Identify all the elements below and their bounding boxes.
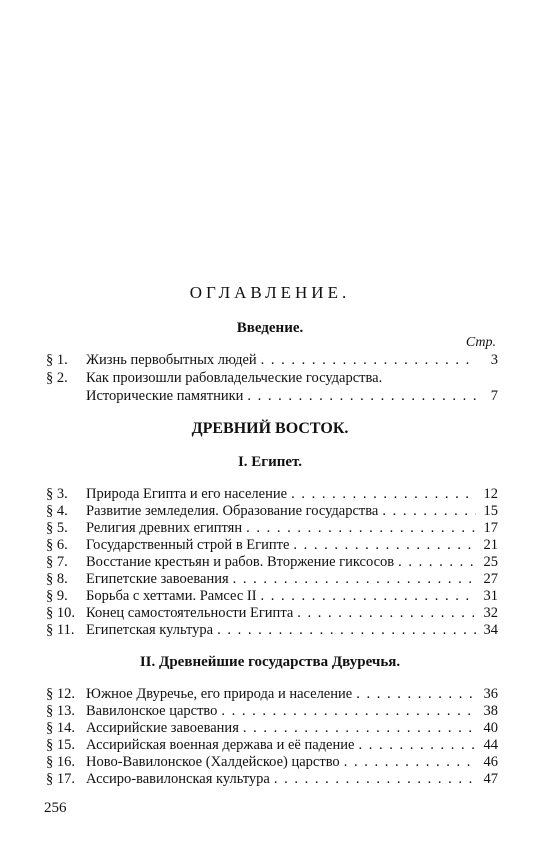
section-title: Южное Двуречье, его природа и население [86,686,353,702]
section-title: Как произошли рабовладельческие государства. [86,370,383,386]
section-number: § 3. [46,486,68,502]
section-title: Жизнь первобытных людей [86,352,257,368]
section-number: § 13. [46,703,75,719]
page-ref: 32 [483,605,498,621]
page-ref: 47 [483,771,498,787]
page-ref: 31 [483,588,498,604]
intro-heading: Введение. [236,320,304,336]
section-number: § 15. [46,737,75,753]
page-ref: 15 [483,503,498,519]
dot-leader [356,686,476,703]
dot-leader [247,388,476,405]
page-ref: 46 [483,754,498,770]
section-title: Ново-Вавилонское (Халдейское) царство [86,754,340,770]
toc-entry [46,486,498,503]
page-ref: 34 [483,622,498,638]
section-number: § 10. [46,605,75,621]
dot-leader [358,737,476,754]
section-title: Ассирийские завоевания [86,720,239,736]
page-ref: 3 [490,352,498,368]
toc-entry [46,737,498,754]
toc-entry [46,754,498,771]
page-column-label: Стр. [465,335,496,350]
section-title: Египетские завоевания [86,571,229,587]
section-number: § 17. [46,771,75,787]
section-number: § 4. [46,503,68,519]
section-title: Восстание крестьян и рабов. Вторжение гиксосов [86,554,395,570]
page-ref: 27 [483,571,498,587]
section-number: § 12. [46,686,75,702]
toc-entry [46,537,498,554]
section-title-continuation: Исторические памятники [86,388,244,404]
toc-entry [46,588,498,605]
dot-leader [246,520,476,537]
part-heading: ДРЕВНИЙ ВОСТОК. [191,420,349,437]
section-title: Вавилонское царство [86,703,218,719]
section-number: § 7. [46,554,68,570]
dot-leader [233,571,476,588]
dot-leader [274,771,476,788]
dot-leader [261,352,476,369]
dot-leader [398,554,476,571]
dot-leader [297,605,476,622]
section-title: Ассиро-вавилонская культура [86,771,270,787]
toc-entry [46,622,498,639]
page-ref: 38 [483,703,498,719]
section-number: § 16. [46,754,75,770]
toc-entry [46,605,498,622]
chapter-heading: I. Египет. [237,454,303,470]
section-title: Ассирийская военная держава и её падение [86,737,355,753]
toc-entry [46,554,498,571]
dot-leader [261,588,476,605]
section-title: Религия древних египтян [86,520,243,536]
toc-entry [46,703,498,720]
toc-title: ОГЛАВЛЕНИЕ. [189,283,351,302]
toc-entry [46,520,498,537]
toc-entry [46,370,498,405]
dot-leader [344,754,476,771]
section-title: Государственный строй в Египте [86,537,290,553]
toc-entry [46,720,498,737]
section-number: § 1. [46,352,68,368]
page-ref: 36 [483,686,498,702]
page-ref: 12 [483,486,498,502]
section-number: § 6. [46,537,68,553]
page-ref: 17 [483,520,498,536]
page-ref: 21 [483,537,498,553]
dot-leader [293,537,476,554]
dot-leader [382,503,476,520]
section-number: § 14. [46,720,75,736]
toc-entry [46,571,498,588]
page-ref: 44 [483,737,498,753]
page-number: 256 [44,800,67,816]
section-number: § 2. [46,370,68,386]
page-ref: 7 [490,388,498,404]
section-title: Борьба с хеттами. Рамсес II [86,588,257,604]
page-ref: 40 [483,720,498,736]
section-number: § 5. [46,520,68,536]
section-title: Египетская культура [86,622,214,638]
toc-entry [46,686,498,703]
section-number: § 8. [46,571,68,587]
section-title: Природа Египта и его население [86,486,288,502]
toc-entry [46,771,498,788]
section-title: Конец самостоятельности Египта [86,605,294,621]
section-title: Развитие земледелия. Образование государства [86,503,379,519]
section-number: § 9. [46,588,68,604]
page-ref: 25 [483,554,498,570]
dot-leader [217,622,476,639]
dot-leader [291,486,476,503]
toc-entry [46,352,498,369]
dot-leader [221,703,476,720]
chapter-heading: II. Древнейшие государства Двуречья. [139,654,401,670]
section-number: § 11. [46,622,75,638]
toc-entry [46,503,498,520]
dot-leader [243,720,476,737]
